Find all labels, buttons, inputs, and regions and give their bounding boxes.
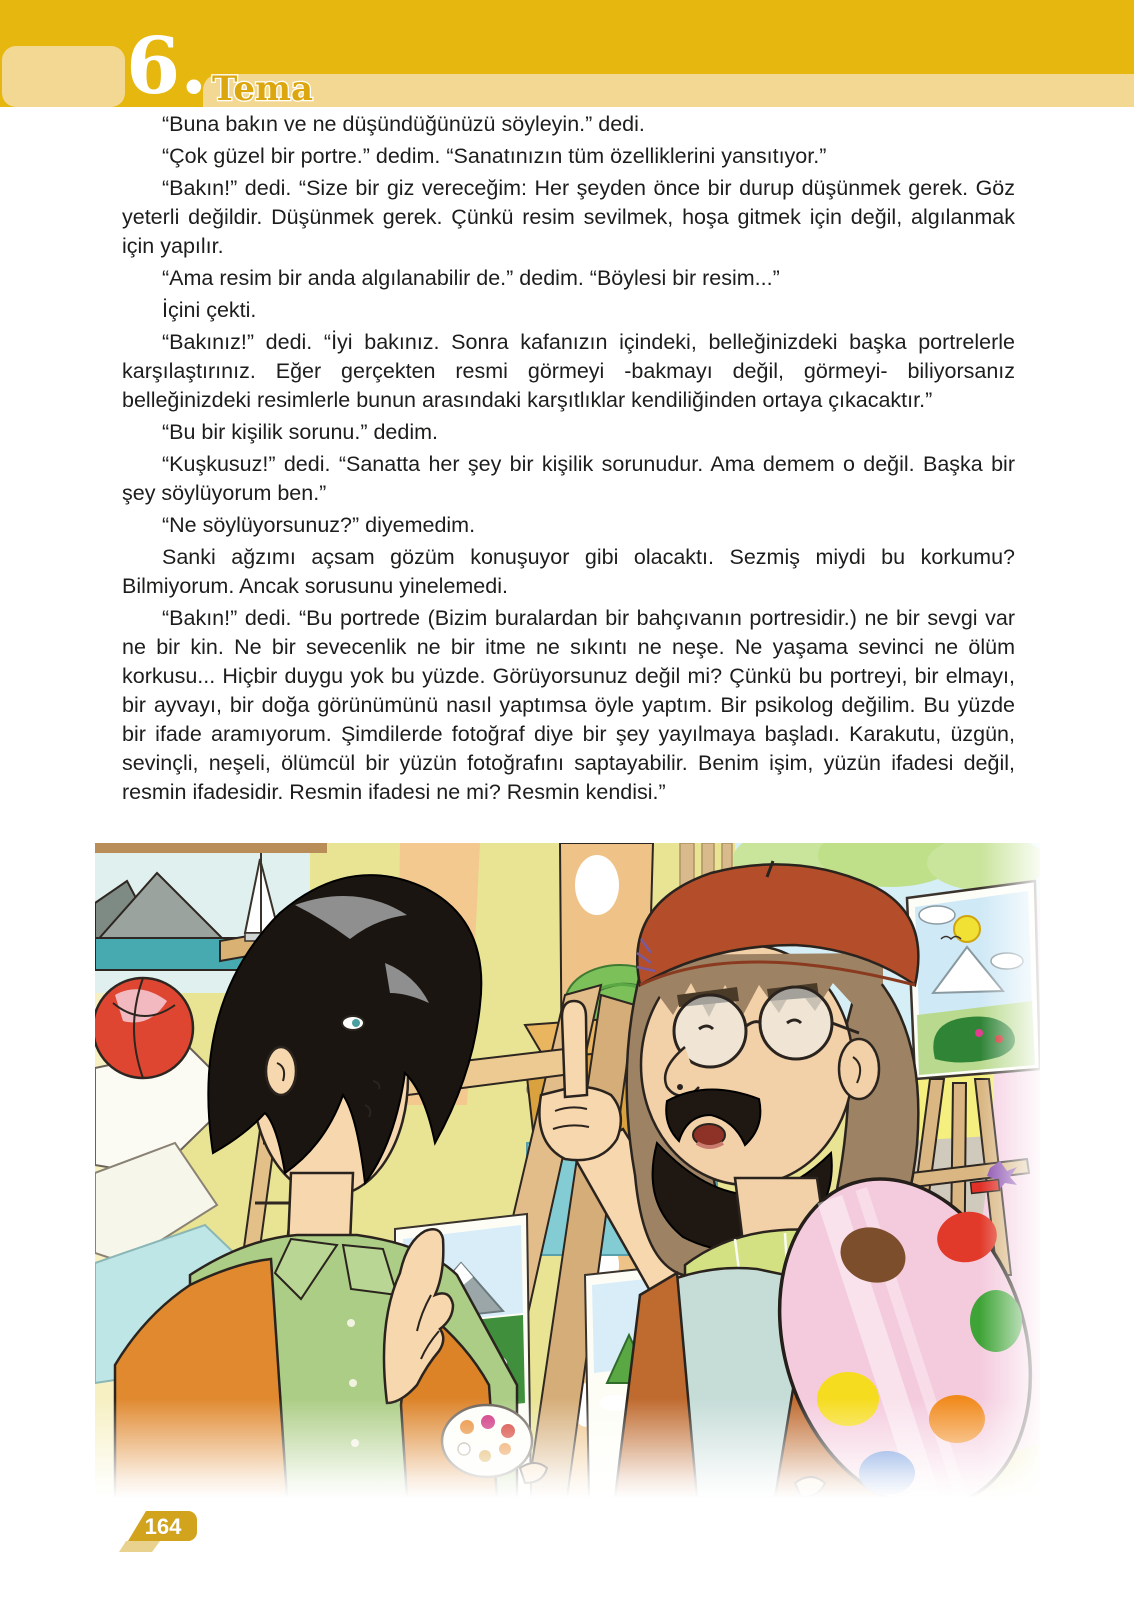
- story-text: [122, 110, 1015, 810]
- story-paragraph: “Bakın!” dedi. “Bu portrede (Bizim buralardan bir bahçıvanın portresidir.) ne bir sevgi var ne bir kin. Ne bir sevecenlik ne bir itme ne sıkıntı ne neşe. Ne yaşama sevinci ne ölüm korkusu... Hiçbir duygu yok bu yüzde. Görüyorsunuz değil mi? Çünkü bu portreyi, bir elmayı, bir ayvayı, bir doğa görünümünü nasıl yaptımsa öyle yaptım. Bir psikolog değilim. Bu yüzde bir ifade aramıyorum. Şimdilerde fotoğraf diye bir şey yayılmaya başladı. Karakutu, üzgün, sevinçli, neşeli, ölümcül bir yüzün fotoğrafını saptayabilir. Benim işim, yüzün ifadesi değil, resmin ifadesidir. Resmin ifadesi ne mi? Resmin kendisi.”: [122, 606, 1015, 804]
- story-illustration-canvas: [95, 843, 1040, 1498]
- theme-label: Tema: [212, 69, 314, 109]
- theme-number: 6.: [126, 21, 208, 112]
- badge-shadow: [119, 1541, 160, 1552]
- page-number: 164: [144, 1514, 182, 1539]
- story-paragraph: “Bakın!” dedi. “Size bir giz vereceğim: Her şeyden önce bir durup düşünmek gerek. Göz yeterli değildir. Düşünmek gerek. Çünkü resim sevilmek, hoşa gitmek için değil, algılanmak için yapılır.: [122, 176, 1015, 258]
- story-paragraph: “Çok güzel bir portre.” dedim. “Sanatınızın tüm özelliklerini yansıtıyor.”: [162, 144, 827, 168]
- story-paragraph: “Bakınız!” dedi. “İyi bakınız. Sonra kafanızın içindeki, belleğinizdeki başka portrelerle karşılaştırınız. Eğer gerçekten resmi görmeyi -bakmayı değil, görmeyi- biliyorsanız belleğinizdeki resimlerle bunun arasındaki karşıtlıklar kendiliğinden ortaya çıkacaktır.”: [122, 330, 1015, 412]
- story-paragraph: “Kuşkusuz!” dedi. “Sanatta her şey bir kişilik sorunudur. Ama demem o değil. Başka bir şey söylüyorum ben.”: [122, 452, 1015, 505]
- story-paragraph: Sanki ağzımı açsam gözüm konuşuyor gibi olacaktı. Sezmiş miydi bu korkumu? Bilmiyorum. Ancak sorusunu yinelemedi.: [122, 545, 1015, 598]
- header-left-tab: [2, 46, 125, 107]
- story-paragraph: “Ama resim bir anda algılanabilir de.” dedim. “Böylesi bir resim...”: [162, 266, 780, 290]
- story-paragraph: İçini çekti.: [162, 298, 257, 322]
- story-paragraph: “Buna bakın ve ne düşündüğünüzü söyleyin.” dedi.: [162, 112, 645, 136]
- theme-label-graphic: [208, 68, 468, 112]
- story-paragraph: “Bu bir kişilik sorunu.” dedim.: [162, 420, 439, 444]
- story-illustration: [95, 843, 1040, 1498]
- story-paragraph: “Ne söylüyorsunuz?” diyemedim.: [162, 513, 476, 537]
- page-number-badge: [118, 1508, 213, 1556]
